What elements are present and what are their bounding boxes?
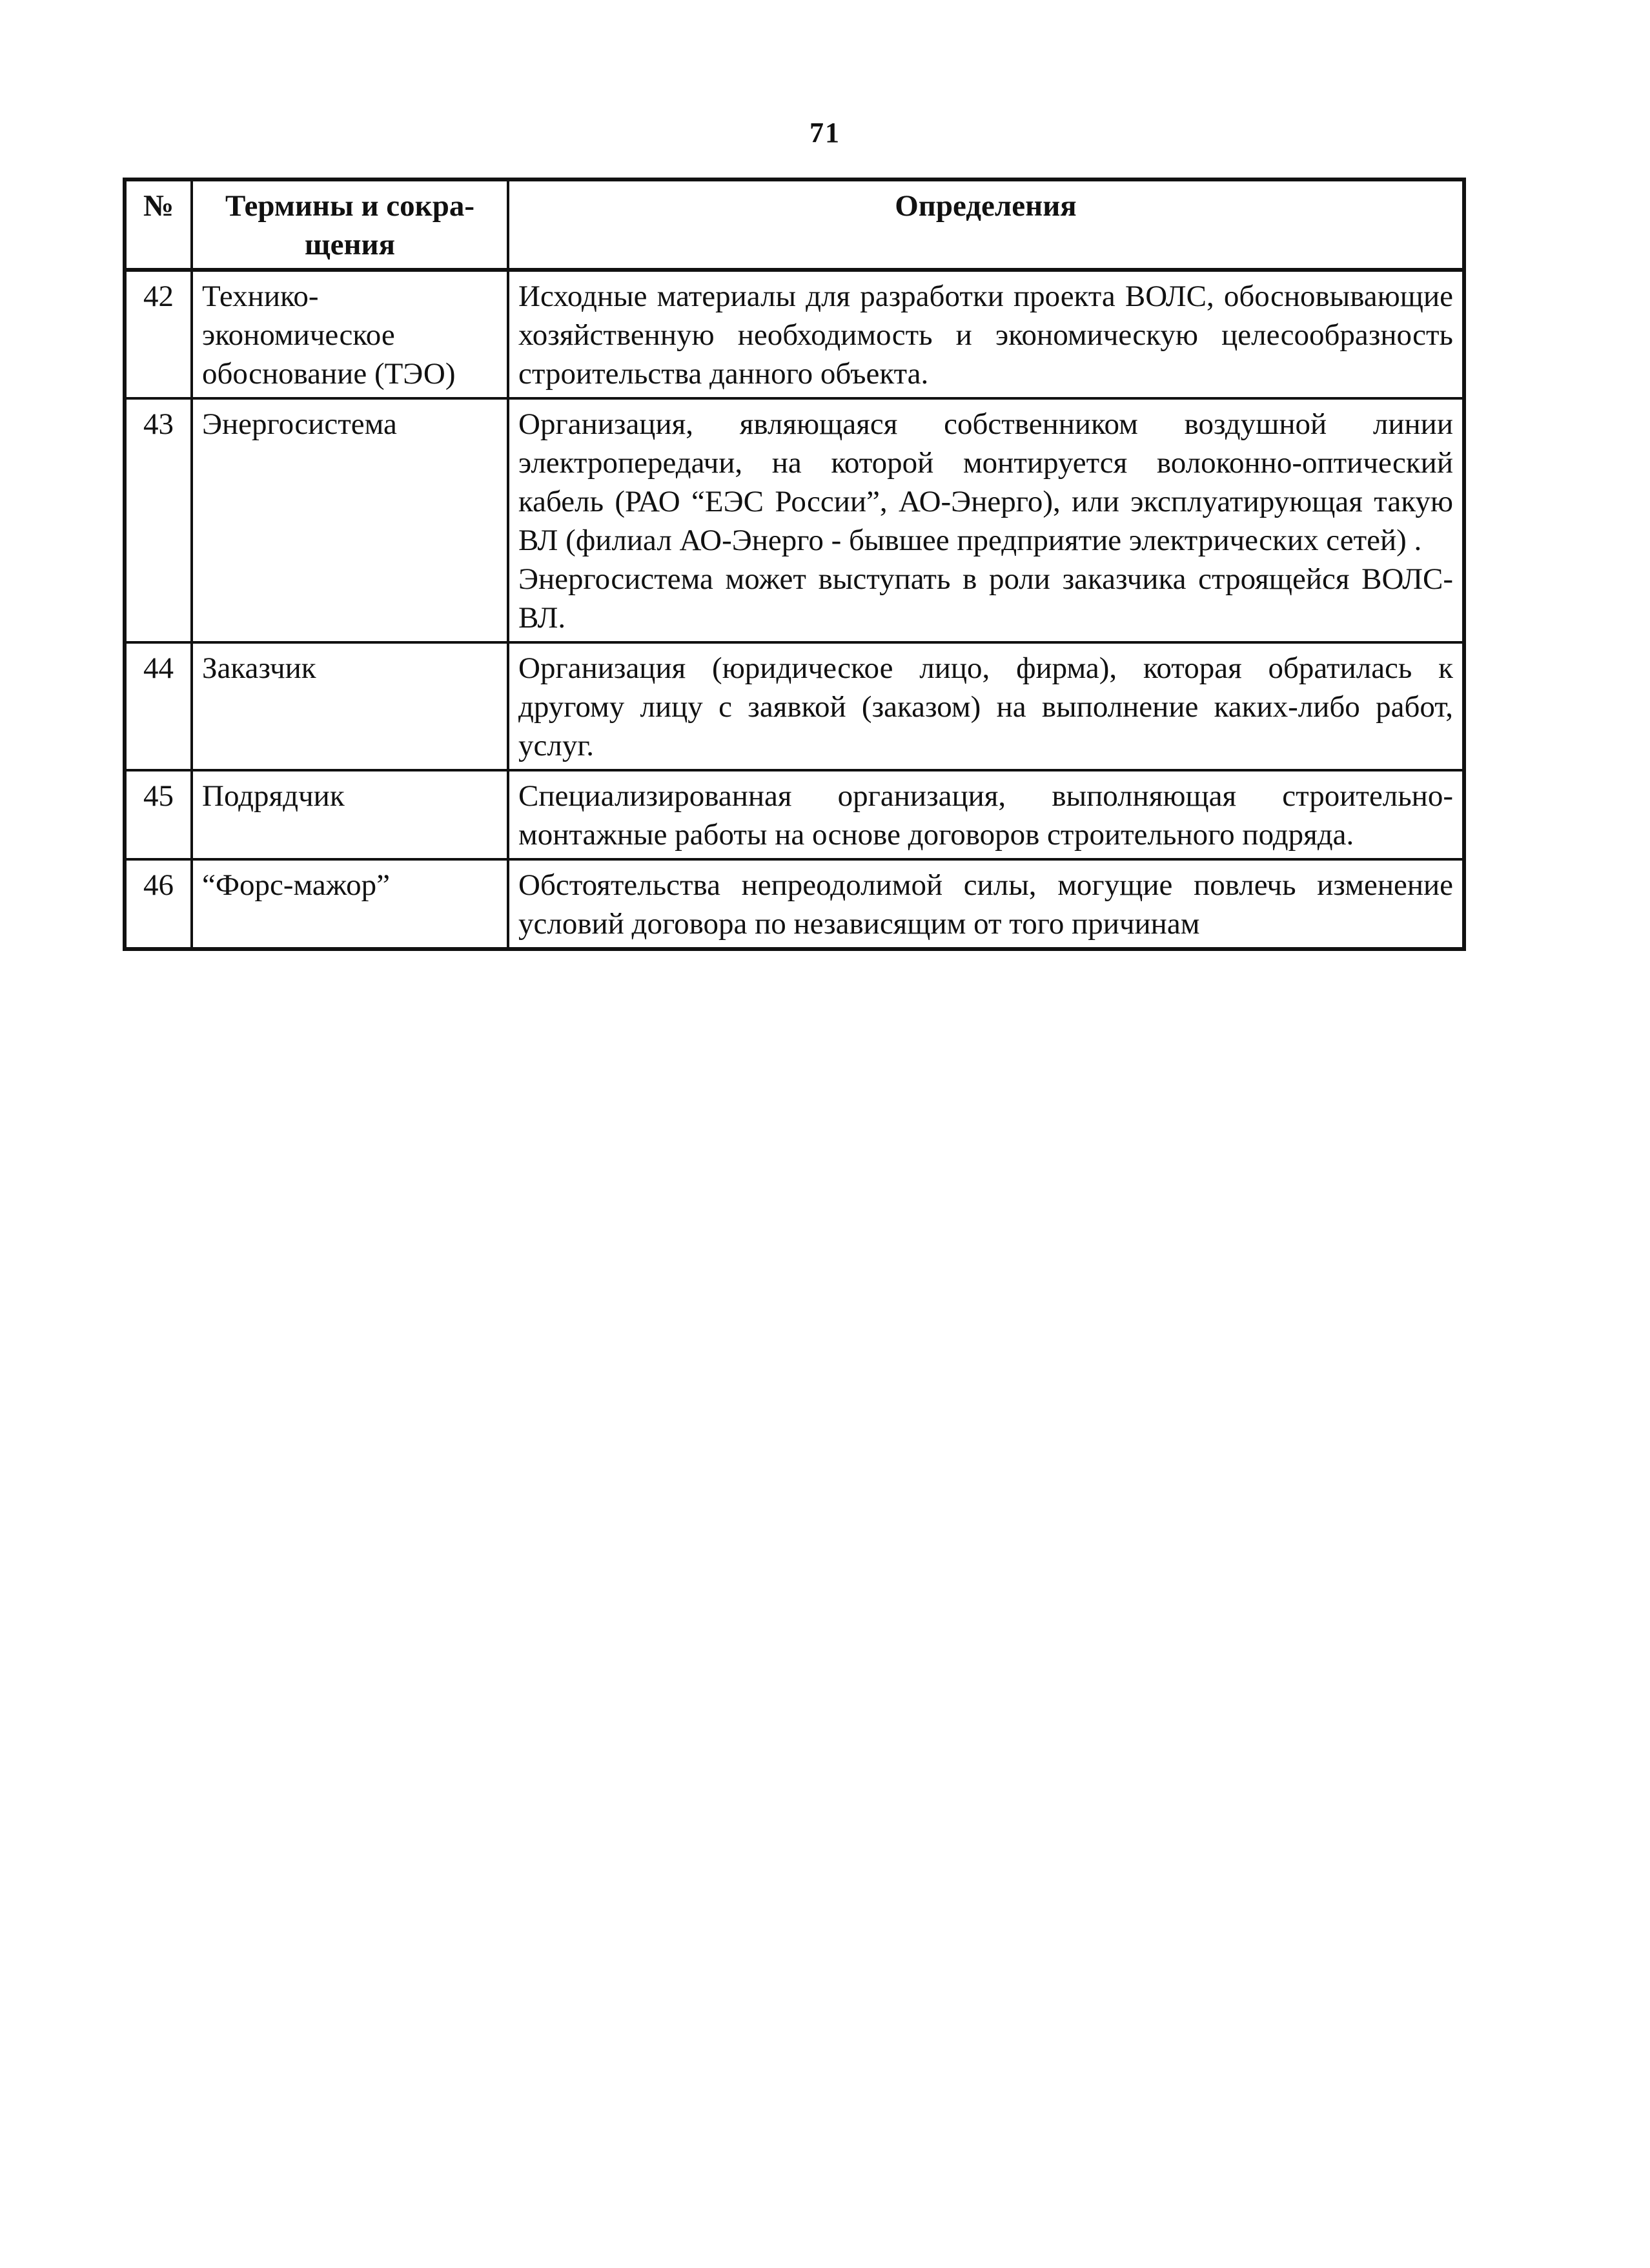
page-number: 71 [810, 117, 840, 148]
row-definition [508, 270, 1464, 398]
definition-paragraph: Исходные материалы для разработки проекта ВОЛС, обосновывающие хозяйственную необходимость и экономическую целесообразность строительства данного объекта. [518, 280, 1453, 391]
row-number: 46 [125, 859, 192, 949]
row-term: Заказчик [192, 642, 508, 770]
table-row [125, 398, 1464, 642]
row-term: Подрядчик [192, 770, 508, 859]
row-definition [508, 642, 1464, 770]
definition-paragraph: Организация, являющаяся собственником воздушной линии электропередачи, на которой монтируется волоконно-оптический кабель (РАО “ЕЭС России”, АО-Энерго), или эксплуатирующая такую ВЛ (филиал АО-Энерго - бывшее предприятие электрических сетей) . [518, 407, 1453, 557]
row-definition [508, 770, 1464, 859]
row-definition [508, 398, 1464, 642]
terms-table [123, 178, 1466, 951]
table-row [125, 642, 1464, 770]
table-row [125, 270, 1464, 398]
definition-paragraph: Специализированная организация, выполняющая строительно-монтажные работы на основе договоров строительного подряда. [518, 779, 1453, 852]
row-definition [508, 859, 1464, 949]
row-number: 44 [125, 642, 192, 770]
row-term: “Форс-мажор” [192, 859, 508, 949]
table-row [125, 770, 1464, 859]
header-terms: Термины и сокра-щения [192, 179, 508, 270]
table-header-row [125, 179, 1464, 270]
definition-paragraph: Организация (юридическое лицо, фирма), которая обратилась к другому лицу с заявкой (заказом) на выполнение каких-либо работ, услуг. [518, 651, 1453, 762]
row-number: 45 [125, 770, 192, 859]
table-row [125, 859, 1464, 949]
header-number: № [125, 179, 192, 270]
row-term: Энергосистема [192, 398, 508, 642]
row-term: Технико-экономическое обоснование (ТЭО) [192, 270, 508, 398]
definition-paragraph: Обстоятельства непреодолимой силы, могущие повлечь изменение условий договора по независящим от того причинам [518, 868, 1453, 941]
header-definitions: Определения [508, 179, 1464, 270]
row-number: 42 [125, 270, 192, 398]
definition-paragraph: Энергосистема может выступать в роли заказчика строящейся ВОЛС-ВЛ. [518, 562, 1453, 635]
row-number: 43 [125, 398, 192, 642]
